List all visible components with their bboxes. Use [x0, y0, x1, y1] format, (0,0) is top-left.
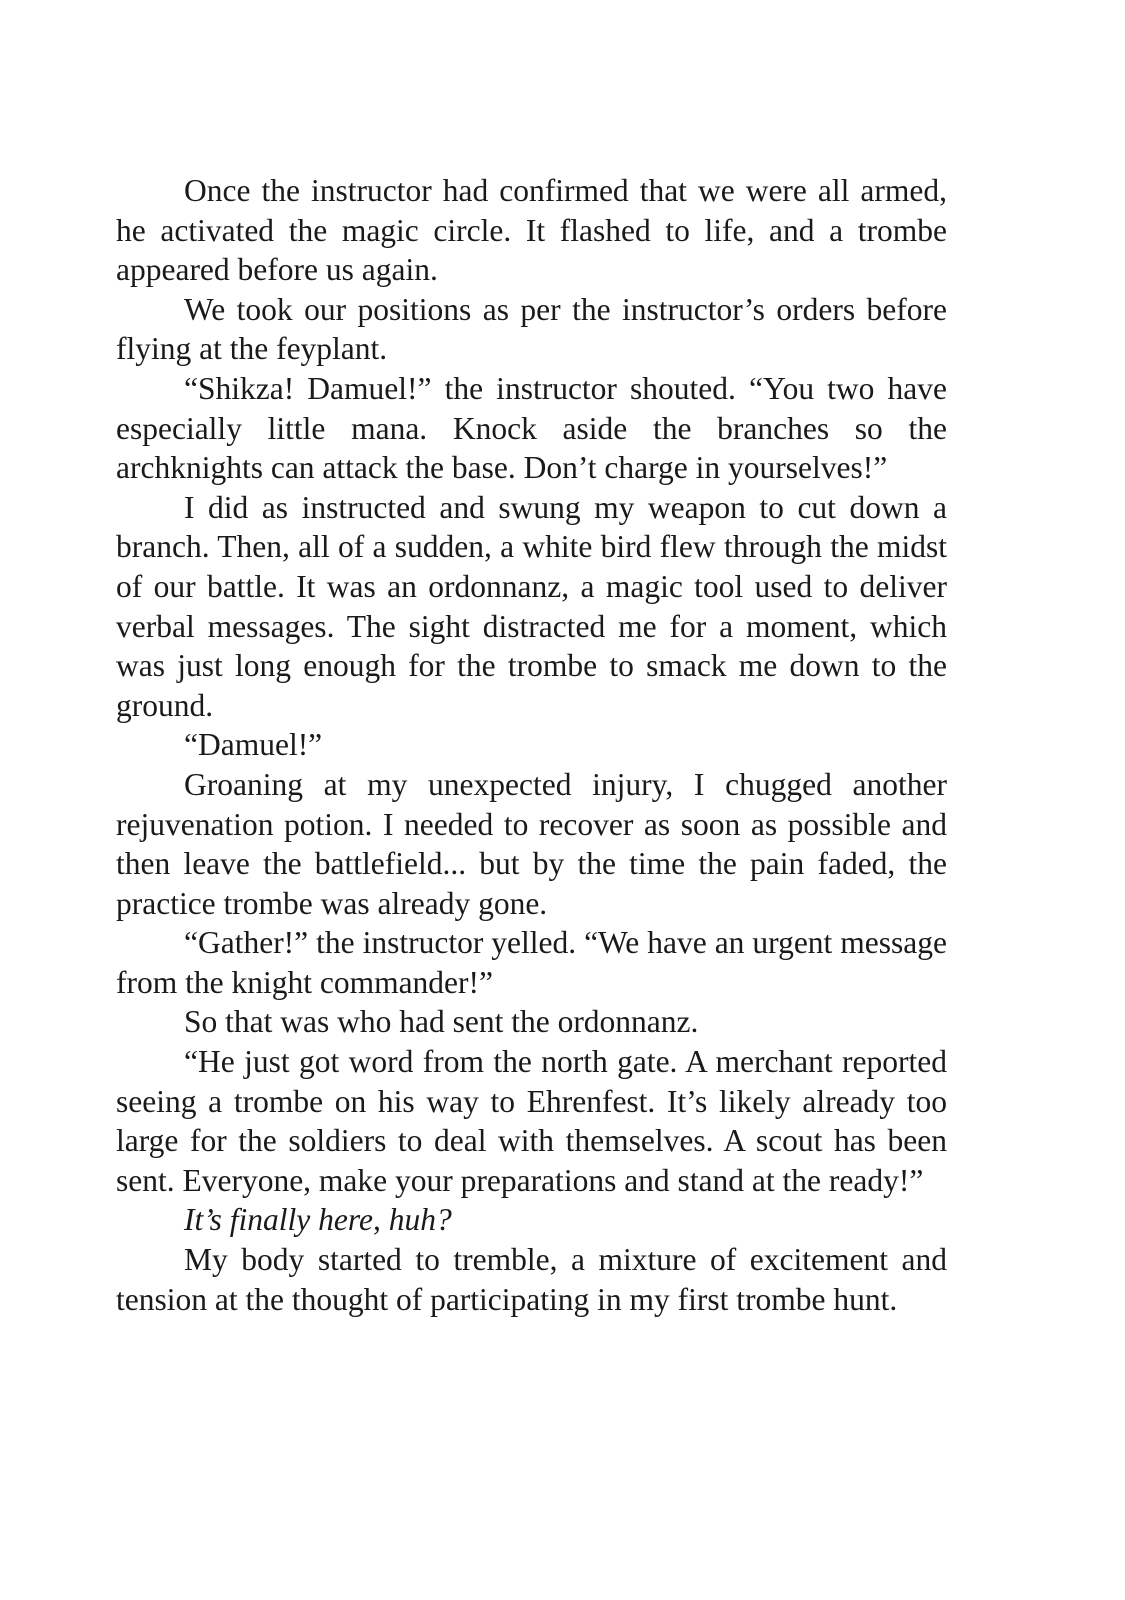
paragraph-8: So that was who had sent the ordonnanz. [184, 1004, 699, 1040]
paragraph-9: “He just got word from the north gate. A merchant reported seeing a trombe on his way to Ehrenfest. It’s likely already too large for the soldiers to deal with themselves. A scout has been sent. Everyone, make your preparations and stand at the ready!” [116, 1044, 947, 1198]
paragraph-1: Once the instructor had confirmed that we were all armed, he activated the magic circle. It flashed to life, and a trombe appeared before us again. [116, 173, 947, 288]
paragraph-10-thought: It’s finally here, huh? [184, 1202, 452, 1238]
paragraph-5: “Damuel!” [184, 727, 323, 763]
body-text [116, 171, 947, 1319]
paragraph-11: My body started to tremble, a mixture of excitement and tension at the thought of participating in my first trombe hunt. [116, 1242, 947, 1317]
paragraph-6: Groaning at my unexpected injury, I chugged another rejuvenation potion. I needed to recover as soon as possible and then leave the battlefield... but by the time the pain faded, the practice trombe was already gone. [116, 766, 947, 921]
paragraph-7: “Gather!” the instructor yelled. “We have an urgent message from the knight commander!” [116, 925, 947, 1000]
paragraph-2: We took our positions as per the instructor’s orders before flying at the feyplant. [116, 291, 947, 367]
paragraph-3: “Shikza! Damuel!” the instructor shouted. “You two have especially little mana. Knock aside the branches so the archknights can attack the base. Don’t charge in yourselves!” [116, 370, 947, 486]
paragraph-4: I did as instructed and swung my weapon to cut down a branch. Then, all of a sudden, a white bird flew through the midst of our battle. It was an ordonnanz, a magic tool used to deliver verbal messages. The sight distracted me for a moment, which was just long enough for the trombe to smack me down to the ground. [116, 489, 947, 723]
